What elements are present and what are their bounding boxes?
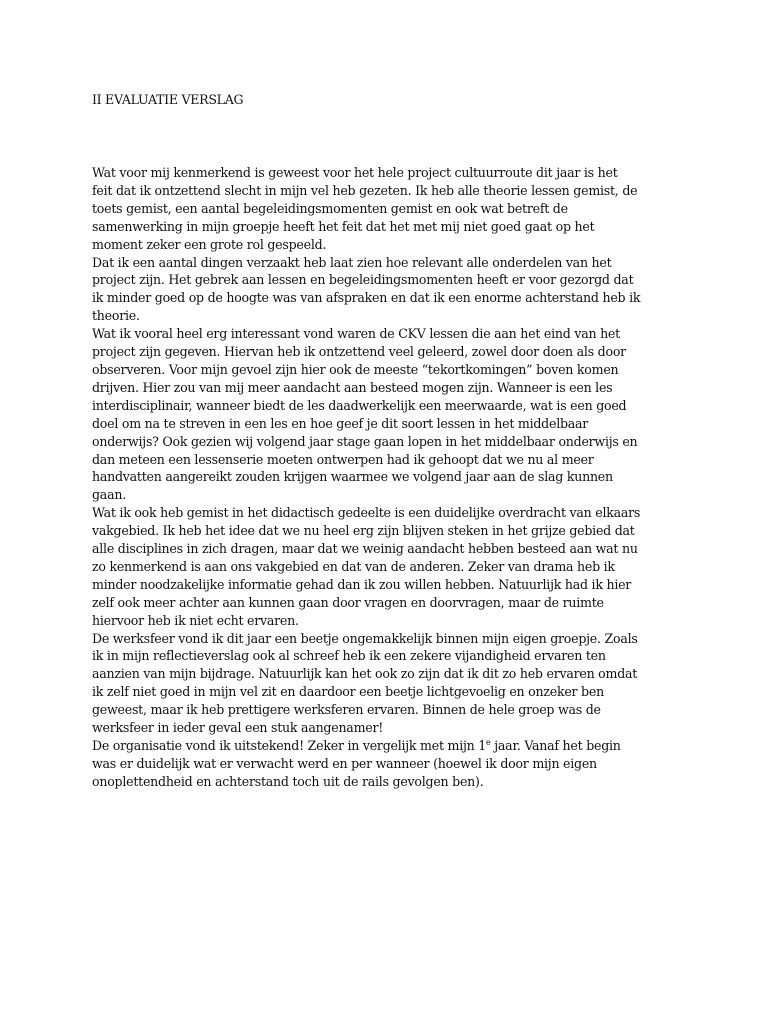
document-heading: II EVALUATIE VERSLAG (92, 92, 244, 107)
text-line: was er duidelijk wat er verwacht werd en per wanneer (hoewel ik door mijn eigen (92, 755, 597, 771)
text-line: ik in mijn reflectieverslag ook al schreef heb ik een zekere vijandigheid ervaren ten (92, 648, 606, 664)
text-line: toets gemist, een aantal begeleidingsmomenten gemist en ook wat betreft de (92, 200, 568, 216)
text-line: minder noodzakelijke informatie gehad dan ik zou willen hebben. Natuurlijk had ik hier (92, 576, 632, 592)
text-line: doel om na te streven in een les en hoe geef je dit soort lessen in het middelbaar (92, 415, 589, 431)
text-line: onderwijs? Ook gezien wij volgend jaar stage gaan lopen in het middelbaar onderwijs en (92, 433, 638, 449)
text-line: Wat voor mij kenmerkend is geweest voor het hele project cultuurroute dit jaar is het (92, 165, 618, 180)
text-line: theorie. (92, 308, 140, 324)
text-line: Wat ik ook heb gemist in het didactisch gedeelte is een duidelijke overdracht van elkaars (92, 505, 641, 521)
text-line: ik zelf niet goed in mijn vel zit en daardoor een beetje lichtgevoelig en onzeker ben (92, 684, 604, 700)
text-line: aanzien van mijn bijdrage. Natuurlijk kan het ook zo zijn dat ik dit zo heb ervaren omdat (92, 666, 638, 682)
text-line: gaan. (92, 487, 126, 503)
text-line: drijven. Hier zou van mij meer aandacht aan besteed mogen zijn. Wanneer is een les (92, 379, 613, 395)
text-line: alle disciplines in zich dragen, maar dat we weinig aandacht hebben besteed aan wat nu (92, 541, 638, 557)
document-body (92, 164, 682, 791)
text-line: feit dat ik ontzettend slecht in mijn vel heb gezeten. Ik heb alle theorie lessen gemist, de (92, 182, 638, 198)
text-line: project zijn. Het gebrek aan lessen en begeleidingsmomenten heeft er voor gezorgd dat (92, 272, 634, 288)
text-line: geweest, maar ik heb prettigere werksferen ervaren. Binnen de hele groep was de (92, 702, 601, 718)
text-line: hiervoor heb ik niet echt ervaren. (92, 612, 299, 628)
text-line: zelf ook meer achter aan kunnen gaan door vragen en doorvragen, maar de ruimte (92, 594, 604, 610)
text-line: vakgebied. Ik heb het idee dat we nu heel erg zijn blijven steken in het grijze gebied dat (92, 523, 635, 539)
text-line-end: jaar. Vanaf het begin (490, 738, 621, 753)
text-line: onoplettendheid en achterstand toch uit de rails gevolgen ben). (92, 773, 484, 789)
text-line: dan meteen een lessenserie moeten ontwerpen had ik gehoopt dat we nu al meer (92, 451, 594, 467)
text-line: project zijn gegeven. Hiervan heb ik ontzettend veel geleerd, zowel door doen als door (92, 344, 626, 360)
ordinal-superscript: e (486, 738, 491, 747)
text-line: ik minder goed op de hoogte was van afspraken en dat ik een enorme achterstand heb ik (92, 290, 641, 306)
text-line-start: De organisatie vond ik uitstekend! Zeker in vergelijk met mijn 1 (92, 738, 487, 753)
text-line-with-superscript (92, 737, 682, 755)
text-line: observeren. Voor mijn gevoel zijn hier ook de meeste “tekortkomingen” boven komen (92, 361, 619, 377)
text-line: zo kenmerkend is aan ons vakgebied en dat van de anderen. Zeker van drama heb ik (92, 558, 615, 574)
text-line: samenwerking in mijn groepje heeft het feit dat het met mij niet goed gaat op het (92, 218, 595, 234)
text-line: werksfeer in ieder geval een stuk aangenamer! (92, 720, 384, 736)
text-line: De werksfeer vond ik dit jaar een beetje ongemakkelijk binnen mijn eigen groepje. Zoals (92, 630, 638, 646)
text-line: Wat ik vooral heel erg interessant vond waren de CKV lessen die aan het eind van het (92, 326, 620, 342)
text-line: moment zeker een grote rol gespeeld. (92, 236, 327, 252)
text-line: interdisciplinair, wanneer biedt de les daadwerkelijk een meerwaarde, wat is een goed (92, 397, 627, 413)
text-line: Dat ik een aantal dingen verzaakt heb laat zien hoe relevant alle onderdelen van het (92, 254, 612, 270)
text-line: handvatten aangereikt zouden krijgen waarmee we volgend jaar aan de slag kunnen (92, 469, 613, 485)
